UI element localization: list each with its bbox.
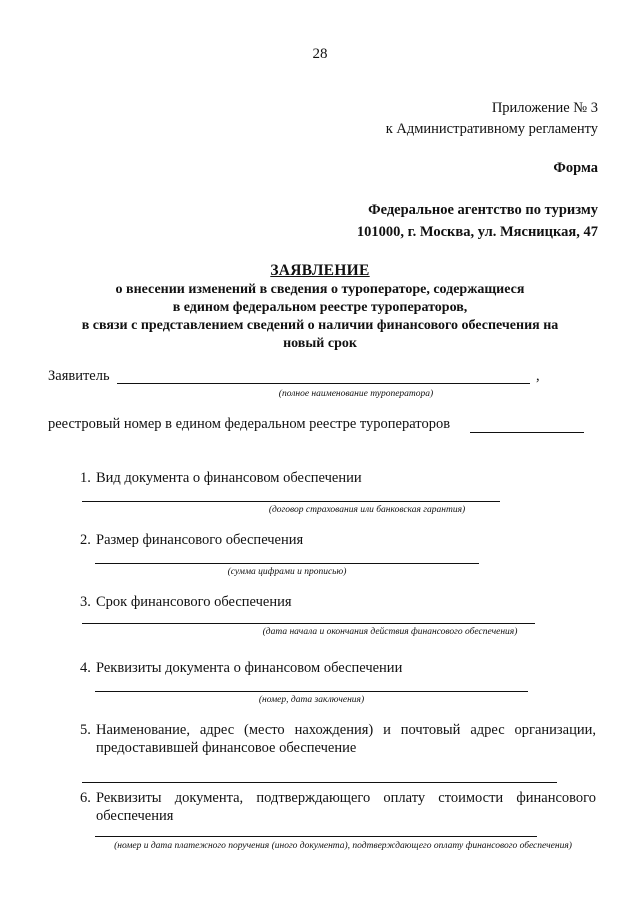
item-5-field-line[interactable]	[82, 782, 557, 783]
title-line-2: в едином федеральном реестре туроператоров,	[172, 300, 468, 315]
item-2-field-line[interactable]	[95, 563, 479, 564]
recipient-address: 101000, г. Москва, ул. Мясницкая, 47	[356, 224, 598, 240]
applicant-hint: (полное наименование туроператора)	[278, 389, 434, 399]
item-6-field-line[interactable]	[95, 836, 537, 837]
item-6-hint: (номер и дата платежного поручения (иного документа), подтверждающего оплату финансового обеспечения)	[114, 841, 572, 851]
applicant-field-line[interactable]	[117, 383, 530, 384]
item-6-number: 6.	[80, 790, 91, 806]
item-3-field-line[interactable]	[82, 623, 535, 624]
item-4-number: 4.	[80, 660, 91, 676]
item-5-number: 5.	[80, 722, 91, 738]
registry-label: реестровый номер в едином федеральном реестре туроператоров	[48, 416, 451, 432]
item-6-text-line-1: Реквизиты документа, подтверждающего оплату стоимости финансового	[96, 790, 596, 806]
appendix-regulation: к Административному регламенту	[385, 121, 598, 137]
document-title: ЗАЯВЛЕНИЕ	[270, 262, 370, 279]
item-3-hint: (дата начала и окончания действия финансового обеспечения)	[262, 627, 518, 637]
item-4-field-line[interactable]	[95, 691, 528, 692]
item-1-hint: (договор страхования или банковская гарантия)	[268, 505, 466, 515]
item-1-field-line[interactable]	[82, 501, 500, 502]
item-2-text: Размер финансового обеспечения	[96, 532, 304, 548]
item-6-text-line-2: обеспечения	[96, 808, 174, 824]
appendix-number: Приложение № 3	[491, 100, 598, 116]
applicant-comma: ,	[536, 368, 540, 384]
title-line-3: в связи с представлением сведений о наличии финансового обеспечения на	[81, 318, 559, 333]
item-3-text: Срок финансового обеспечения	[96, 594, 292, 610]
title-line-4: новый срок	[283, 336, 357, 351]
item-2-hint: (сумма цифрами и прописью)	[227, 567, 347, 577]
item-4-hint: (номер, дата заключения)	[258, 695, 365, 705]
page-number: 28	[312, 46, 328, 62]
item-5-text-line-1: Наименование, адрес (место нахождения) и почтовый адрес организации,	[96, 722, 596, 738]
title-line-1: о внесении изменений в сведения о туроператоре, содержащиеся	[115, 282, 525, 297]
form-label: Форма	[553, 160, 598, 176]
item-2-number: 2.	[80, 532, 91, 548]
item-1-number: 1.	[80, 470, 91, 486]
item-4-text: Реквизиты документа о финансовом обеспечении	[96, 660, 403, 676]
item-1-text: Вид документа о финансовом обеспечении	[96, 470, 362, 486]
item-3-number: 3.	[80, 594, 91, 610]
item-5-text-line-2: предоставившей финансовое обеспечение	[96, 740, 357, 756]
recipient-name: Федеральное агентство по туризму	[368, 202, 598, 218]
applicant-label: Заявитель	[48, 368, 110, 384]
registry-field-line[interactable]	[470, 432, 584, 433]
